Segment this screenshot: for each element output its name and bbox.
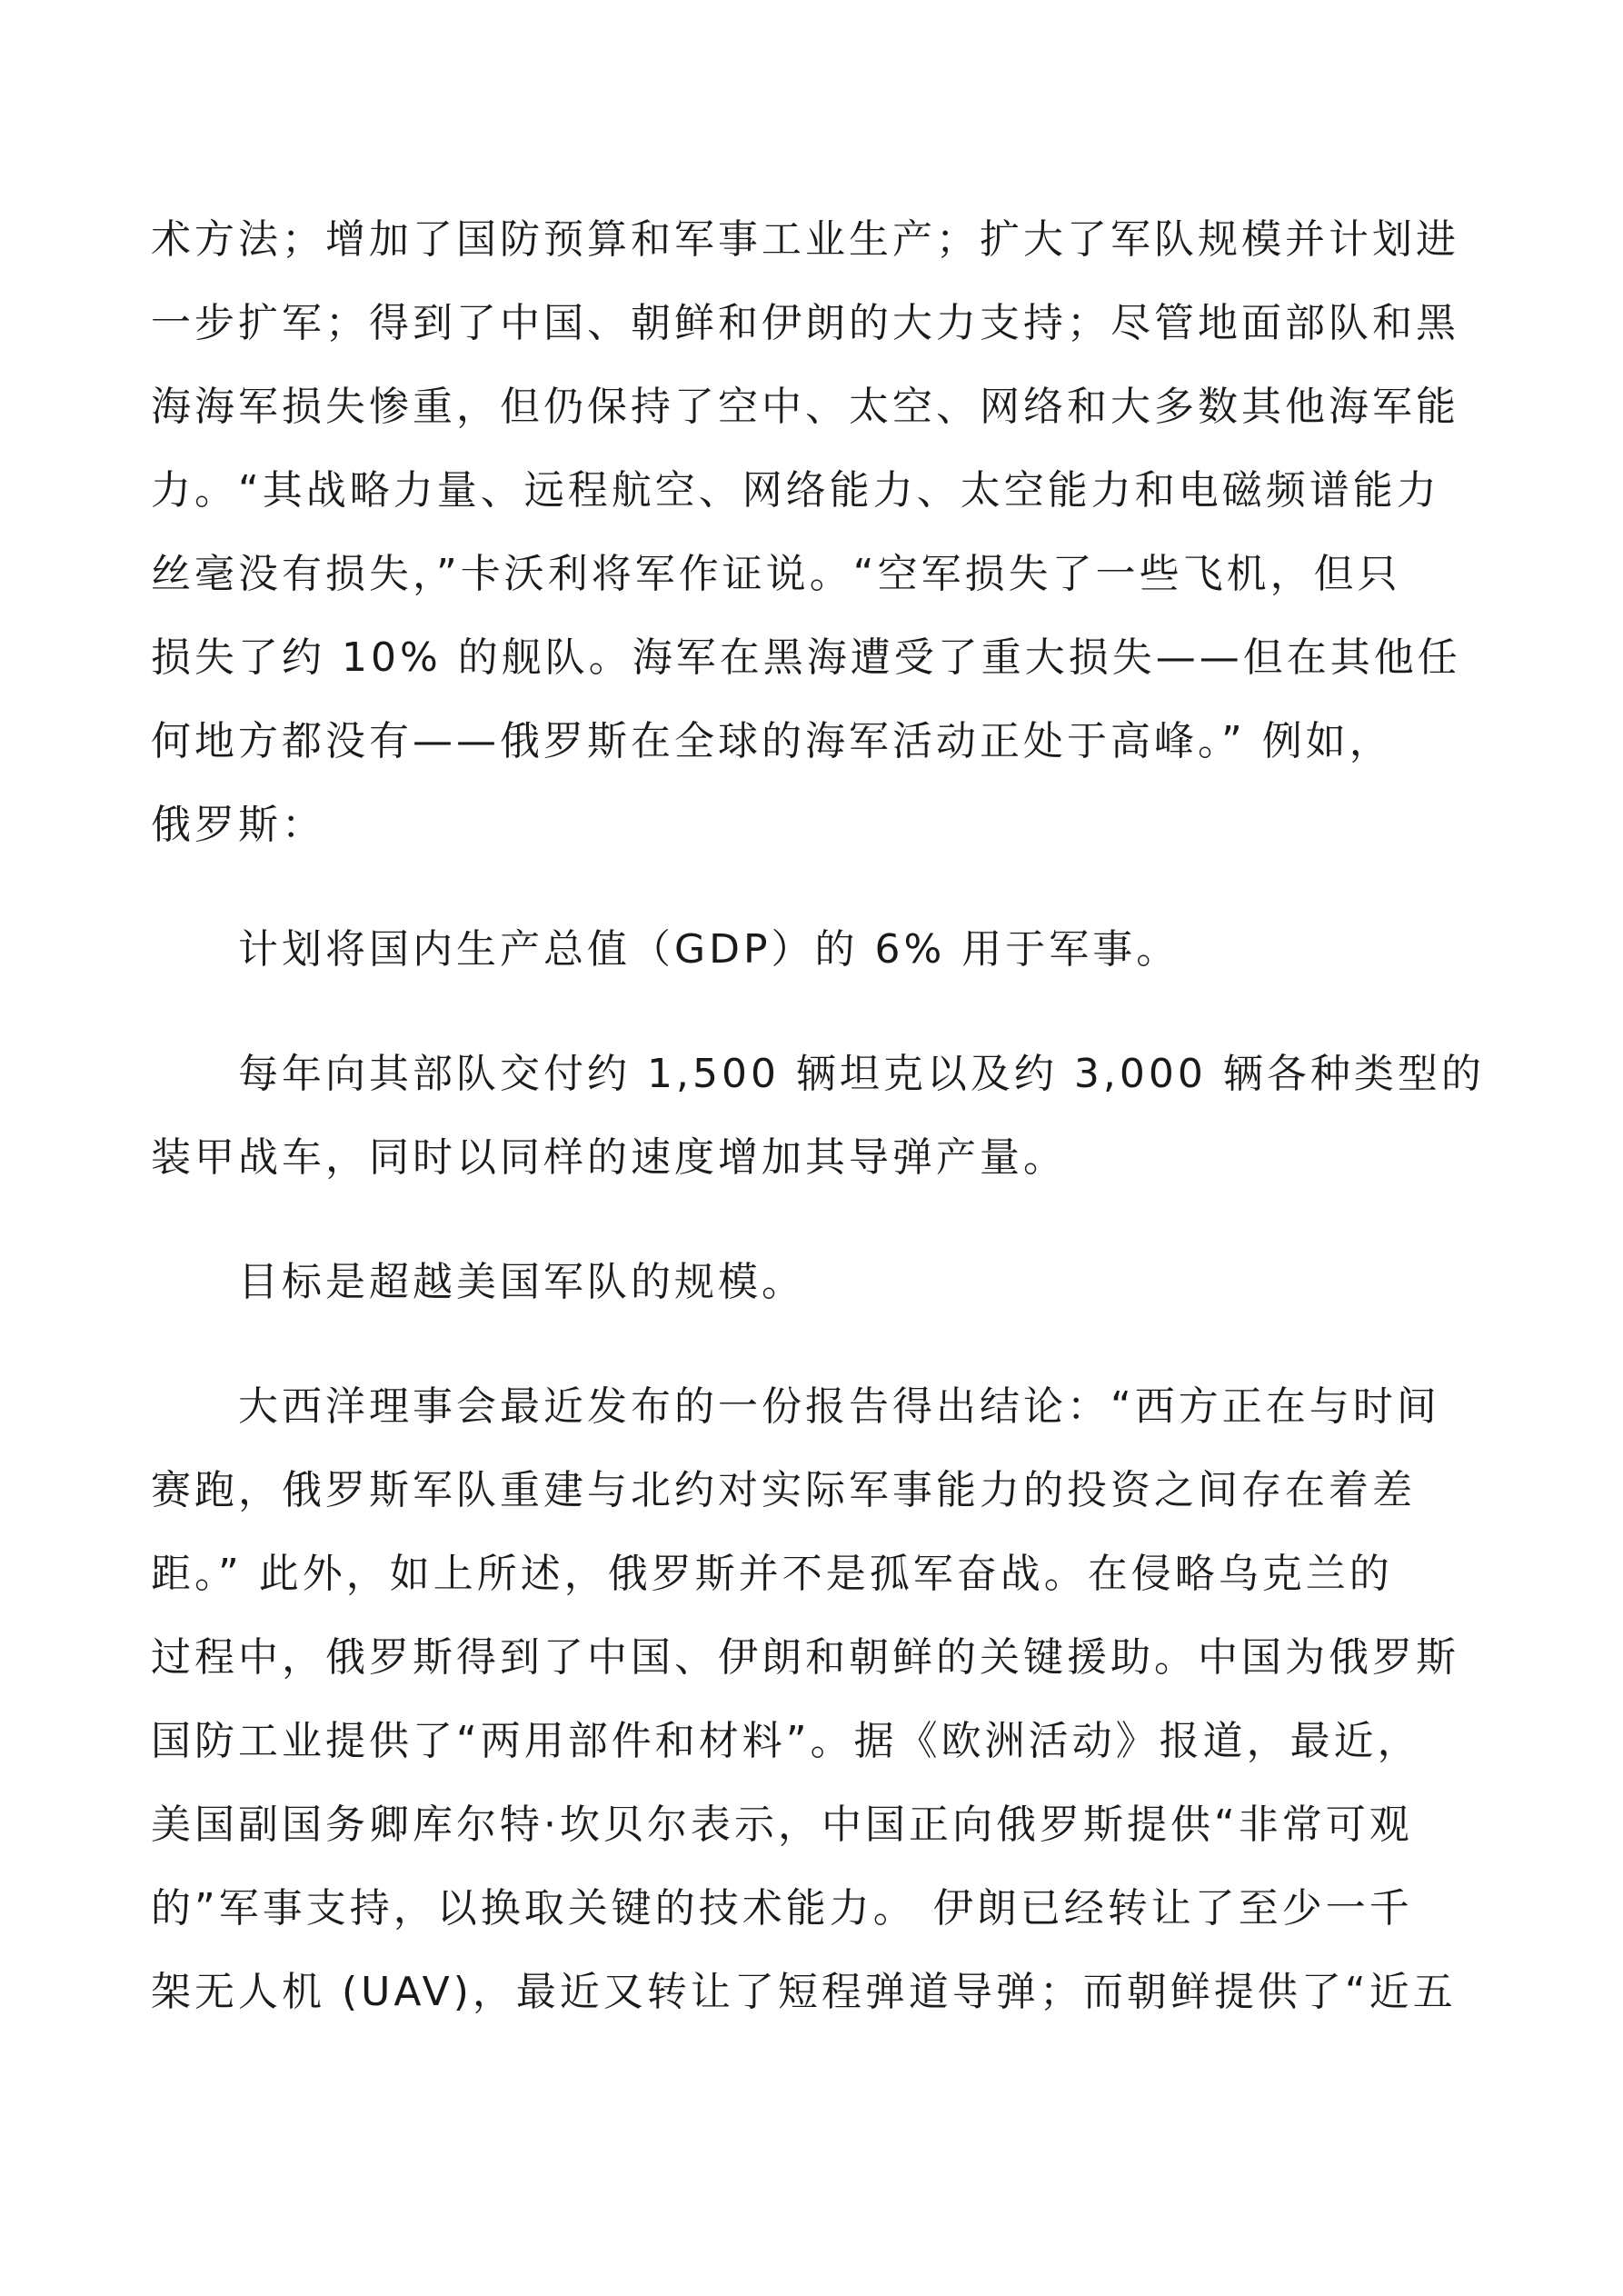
text-line: 大西洋理事会最近发布的一份报告得出结论：“西方正在与时间 [238,1383,1440,1430]
text-line: 装甲战车，同时以同样的速度增加其导弹产量。 [151,1134,1067,1181]
text-line: 美国副国务卿库尔特·坎贝尔表示，中国正向俄罗斯提供“非常可观 [151,1802,1413,1848]
text-line: 损失了约 10% 的舰队。海军在黑海遭受了重大损失——但在其他任 [151,634,1461,681]
paragraph-4 [151,1241,1478,1324]
text-line: 何地方都没有——俄罗斯在全球的海军活动正处于高峰。” 例如， [151,718,1393,764]
text-line: 俄罗斯： [151,802,325,848]
text-line: 赛跑，俄罗斯军队重建与北约对实际军事能力的投资之间存在着差 [151,1467,1416,1513]
text-line: 一步扩军；得到了中国、朝鲜和伊朗的大力支持；尽管地面部队和黑 [151,300,1459,346]
text-line: 丝毫没有损失，”卡沃利将军作证说。“空军损失了一些飞机，但只 [151,551,1401,597]
text-line: 术方法；增加了国防预算和军事工业生产；扩大了军队规模并计划进 [151,216,1459,263]
paragraph-3 [151,1033,1485,1200]
paragraph-5 [151,1365,1478,2034]
text-line: 每年向其部队交付约 1,500 辆坦克以及约 3,000 辆各种类型的 [238,1051,1485,1097]
text-line: 国防工业提供了“两用部件和材料”。据《欧洲活动》报道，最近， [151,1718,1421,1764]
document-page [151,198,1485,2034]
text-line: 架无人机 (UAV)，最近又转让了短程弹道导弹；而朝鲜提供了“近五 [151,1969,1457,2015]
text-line: 海海军损失惨重，但仍保持了空中、太空、网络和大多数其他海军能 [151,384,1459,430]
paragraph-1 [151,198,1478,867]
text-line: 的”军事支持，以换取关键的技术能力。 伊朗已经转让了至少一千 [151,1885,1413,1932]
text-line: 力。“其战略力量、远程航空、网络能力、太空能力和电磁频谱能力 [151,467,1440,514]
text-line: 距。” 此外，如上所述，俄罗斯并不是孤军奋战。在侵略乌克兰的 [151,1551,1393,1597]
paragraph-2 [151,908,1478,992]
text-line: 过程中，俄罗斯得到了中国、伊朗和朝鲜的关键援助。中国为俄罗斯 [151,1634,1459,1681]
text-line: 计划将国内生产总值（GDP）的 6% 用于军事。 [238,926,1180,973]
text-line: 目标是超越美国军队的规模。 [238,1259,805,1305]
